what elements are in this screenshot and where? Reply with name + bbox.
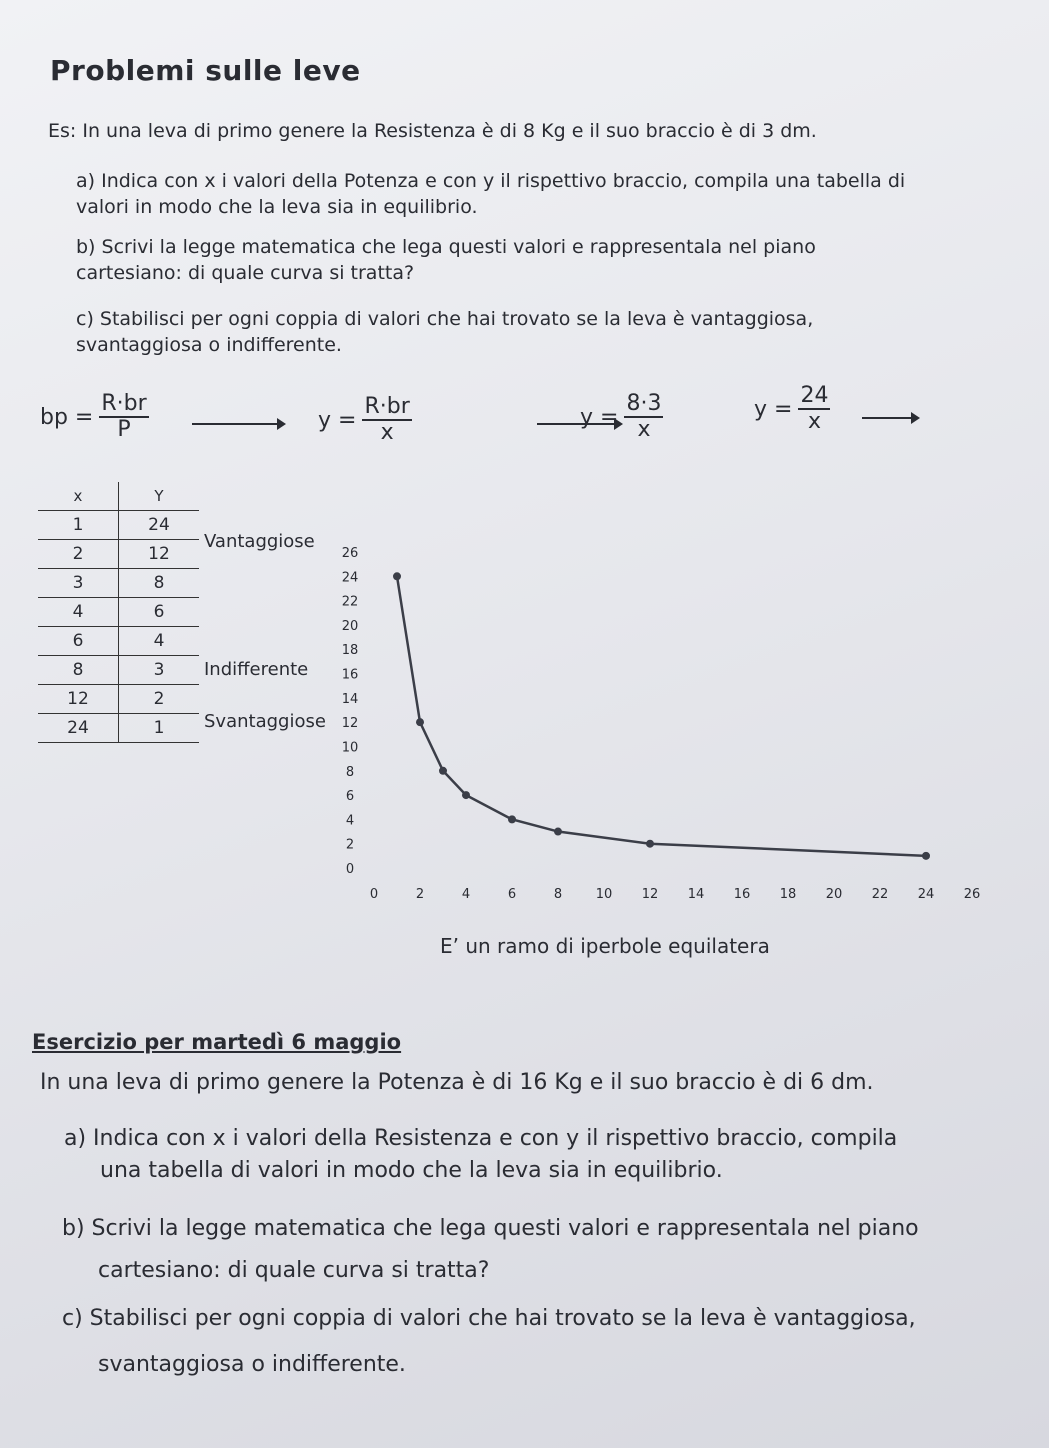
values-table [38,482,199,743]
homework-intro: In una leva di primo genere la Potenza è di 16 Kg e il suo braccio è di 6 dm. [40,1070,874,1095]
label-vantaggiose: Vantaggiose [204,531,315,552]
data-point [646,840,654,848]
homework-point-a-line1: a) Indica con x i valori della Resistenza e con y il rispettivo braccio, compila [64,1126,898,1151]
formula-y-substituted-denominator: x [637,417,651,442]
table-cell-x: 24 [67,718,89,738]
table-cell-x: 8 [72,660,84,680]
table-row [38,569,199,598]
y-tick-label: 18 [341,643,359,659]
formula-y-general [318,395,412,445]
formula-y-general-fraction [362,395,411,445]
table-cell-y: 2 [119,685,200,714]
data-point [922,852,930,860]
arrow-icon [192,423,284,425]
formula-y-general-numerator: R·br [364,394,410,419]
formula-bp-fraction [99,392,148,442]
formula-y-general-denominator: x [380,420,394,445]
x-tick-label: 4 [461,887,471,902]
table-row [38,598,199,627]
example-point-b: b) Scrivi la legge matematica che lega questi valori e rappresentala nel piano cartesiano: di quale curva si tratta? [76,236,816,284]
example-point-a: a) Indica con x i valori della Potenza e con y il rispettivo braccio, compila una tabella di valori in modo che la leva sia in equilibrio. [76,170,906,218]
table-cell-y: 12 [119,540,200,569]
table-row [38,685,199,714]
formula-bp-lhs: bp = [40,404,94,430]
label-svantaggiose: Svantaggiose [204,711,326,732]
data-point [416,718,424,726]
table-cell-y: 6 [119,598,200,627]
table-row [38,627,199,656]
x-tick-label: 12 [641,887,659,902]
x-tick-label: 22 [871,887,889,902]
table-cell-x: 6 [72,631,84,651]
table-row [38,511,199,540]
table-cell-x: 4 [72,602,84,622]
table-cell-y: 1 [119,714,200,743]
x-tick-label: 18 [779,887,797,902]
formula-y-substituted-lhs: y = [580,404,619,430]
data-point [508,815,516,823]
chart-caption: E’ un ramo di iperbole equilatera [440,934,770,958]
formula-y-final [754,384,830,434]
page-title: Problemi sulle leve [50,54,361,87]
formula-y-final-denominator: x [807,409,821,434]
y-tick-label: 20 [341,618,359,634]
homework-point-a-line2: una tabella di valori in modo che la leva sia in equilibrio. [100,1158,723,1183]
table-cell-y: 3 [119,656,200,685]
formula-y-substituted-fraction [624,392,663,442]
data-point [439,767,447,775]
y-tick-label: 2 [345,837,355,853]
table-cell-x: 3 [72,573,84,593]
x-tick-label: 10 [595,887,613,902]
y-tick-label: 24 [341,570,359,586]
x-tick-label: 14 [687,887,705,902]
series-line [397,576,926,856]
x-tick-label: 0 [369,887,379,902]
y-tick-label: 22 [341,594,359,610]
table-row [38,540,199,569]
y-tick-label: 12 [341,716,359,732]
y-tick-label: 10 [341,740,359,756]
table-cell-x: 1 [72,515,84,535]
table-cell-y: 24 [119,511,200,540]
homework-point-c-line2: svantaggiosa o indifferente. [98,1352,406,1377]
y-tick-label: 6 [345,789,355,805]
y-tick-label: 26 [341,546,359,561]
table-header-y: Y [119,482,200,511]
table-row [38,656,199,685]
y-tick-label: 4 [345,813,355,829]
y-tick-label: 8 [345,764,355,780]
y-tick-label: 16 [341,667,359,683]
example-point-c: c) Stabilisci per ogni coppia di valori che hai trovato se la leva è vantaggiosa, svantaggiosa o indifferente. [76,308,814,356]
data-point [393,572,401,580]
formula-bp-denominator: P [117,417,131,442]
x-tick-label: 2 [415,887,425,902]
formula-y-final-lhs: y = [754,396,793,422]
x-tick-label: 24 [917,887,935,902]
formula-y-final-numerator: 24 [800,383,829,408]
hyperbola-chart [330,540,990,910]
homework-point-c-line1: c) Stabilisci per ogni coppia di valori che hai trovato se la leva è vantaggiosa, [62,1306,916,1331]
y-tick-label: 14 [341,691,359,707]
table-cell-y: 8 [119,569,200,598]
table-header-row [38,482,199,511]
x-tick-label: 16 [733,887,751,902]
formula-y-final-fraction [798,384,830,434]
table-header-x: x [73,487,83,505]
example-intro: Es: In una leva di primo genere la Resistenza è di 8 Kg e il suo braccio è di 3 dm. [48,120,817,142]
table-cell-y: 4 [119,627,200,656]
x-tick-label: 26 [963,887,981,902]
x-tick-label: 6 [507,887,517,902]
table-cell-x: 2 [72,544,84,564]
formula-y-substituted-numerator: 8·3 [626,391,662,416]
y-tick-label: 0 [345,862,355,877]
data-point [554,828,562,836]
formula-y-substituted [580,392,663,442]
table-cell-x: 12 [67,689,89,709]
formula-bp-numerator: R·br [101,391,147,416]
x-tick-label: 8 [553,887,563,902]
homework-heading: Esercizio per martedì 6 maggio [32,1030,402,1054]
label-indifferente: Indifferente [204,659,309,680]
homework-point-b-line2: cartesiano: di quale curva si tratta? [98,1258,490,1283]
homework-point-b-line1: b) Scrivi la legge matematica che lega questi valori e rappresentala nel piano [62,1216,919,1241]
table-row [38,714,199,743]
x-tick-label: 20 [825,887,843,902]
arrow-icon [862,417,918,419]
formula-y-general-lhs: y = [318,407,357,433]
data-point [462,791,470,799]
formula-bp [40,392,149,442]
